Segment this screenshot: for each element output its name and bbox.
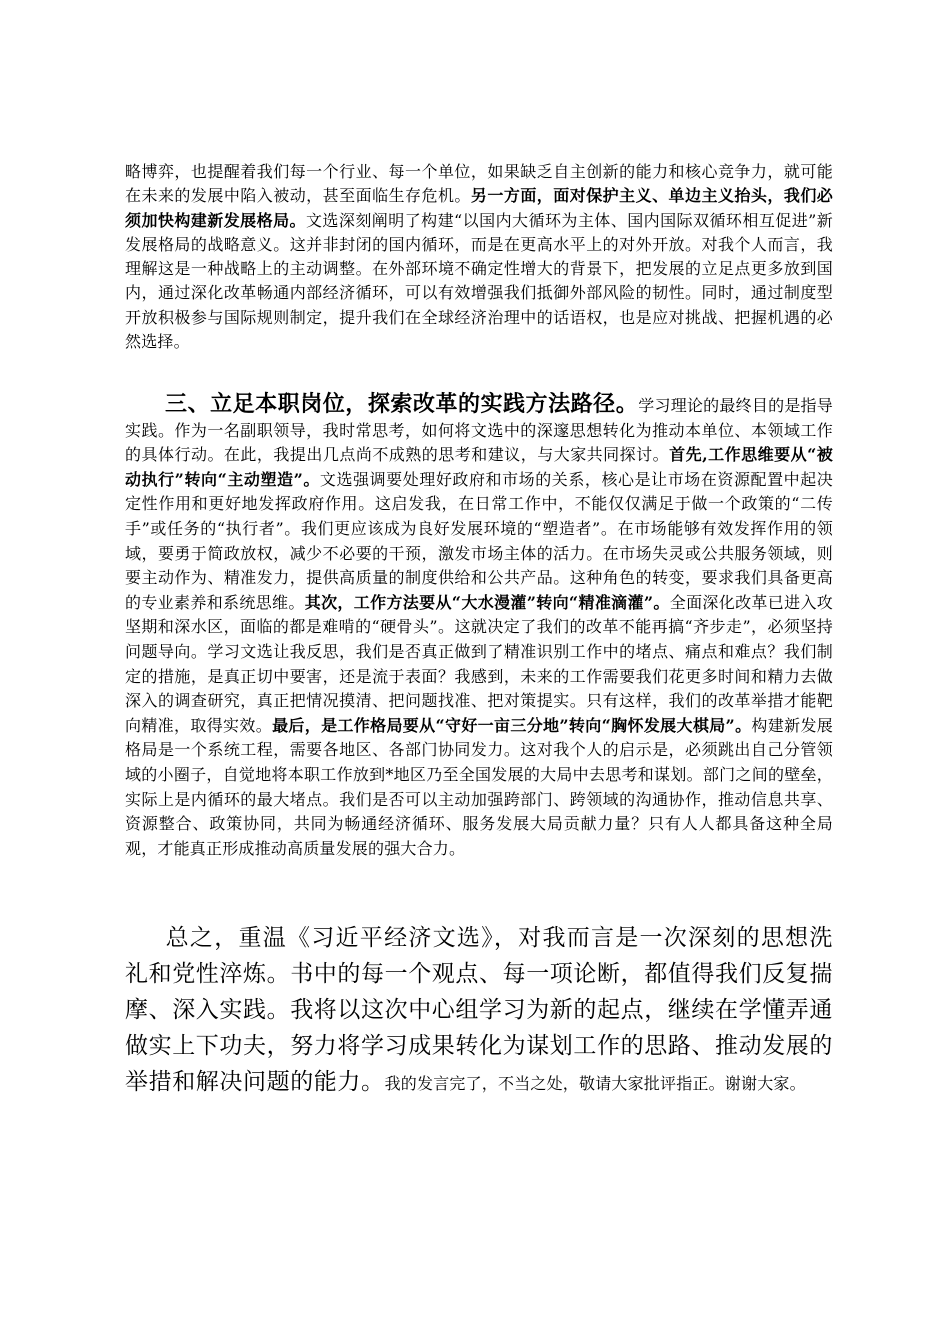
conclusion-closing-text: 我的发言完了，不当之处，敬请大家批评指正。谢谢大家。	[384, 1074, 806, 1093]
paragraph-conclusion	[125, 920, 833, 1100]
conclusion-big-text: 总之，重温《习近平经济文选》，对我而言是一次深刻的思想洗礼和党性淬炼。书中的每一个观点、每一项论断，都值得我们反复揣摩、深入实践。我将以这次中心组学习为新的起点，继续在学懂弄通做实上下功夫，努力将学习成果转化为谋划工作的思路、推动发展的举措和解决问题的能力。	[125, 925, 833, 1095]
paragraph1-bold-a: 另一方面，面对保护主义、单边主义抬头，我们必须加快构建新发展格局。	[125, 186, 834, 230]
paragraph-dual-circulation	[125, 160, 833, 354]
paragraph-section-three	[125, 392, 833, 861]
section-three-heading: 三、立足本职岗位，探索改革的实践方法路径。	[165, 391, 639, 417]
paragraph2-bold-a: 首先,工作思维要从“被动执行”转向“主动塑造”。	[125, 445, 833, 489]
paragraph1-text-a: 略博弈，也提醒着我们每一个行业、每一个单位，如果缺乏自主创新的能力和核心竞争力，就可能在未来的发展中陷入被动，甚至面临生存危机。	[125, 162, 833, 206]
paragraph1-text-b: 文选深刻阐明了构建“以国内大循环为主体、国内国际双循环相互促进”新发展格局的战略意义。这并非封闭的国内循环，而是在更高水平上的对外开放。对我个人而言，我理解这是一种战略上的主动调整。在外部环境不确定性增大的背景下，把发展的立足点更多放到国内，通过深化改革畅通内部经济循环，可以有效增强我们抵御外部风险的韧性。同时，通过制度型开放积极参与国际规则制定，提升我们在全球经济治理中的话语权，也是应对挑战、把握机遇的必然选择。	[125, 210, 834, 352]
paragraph2-text-a: 学习理论的最终目的是指导实践。作为一名副职领导，我时常思考，如何将文选中的深邃思想转化为推动本单位、本领域工作的具体行动。在此，我提出几点尚不成熟的思考和建议，与大家共同探讨。	[125, 396, 833, 465]
paragraph2-text-c: 全面深化改革已进入攻坚期和深水区，面临的都是难啃的“硬骨头”。这就决定了我们的改革不能再搞“齐步走”，必须坚持问题导向。学习文选让我反思，我们是否真正做到了精准识别工作中的堵点、痛点和难点？我们制定的措施，是真正切中要害，还是流于表面？我感到，未来的工作需要我们花更多时间和精力去做深入的调查研究，真正把情况摸清、把问题找准、把对策提实。只有这样，我们的改革举措才能靶向精准，取得实效。	[125, 592, 833, 735]
paragraph2-bold-b: 其次，工作方法要从“大水漫灌”转向“精准滴灌”。	[304, 592, 670, 612]
paragraph2-text-d: 构建新发展格局是一个系统工程，需要各地区、各部门协同发力。这对我个人的启示是，必须跳出自己分管领域的小圈子，自觉地将本职工作放到*地区乃至全国发展的大局中去思考和谋划。部门之间的壁垒，实际上是内循环的最大堵点。我们是否可以主动加强跨部门、跨领域的沟通协作，推动信息共享、资源整合、政策协同，共同为畅通经济循环、服务发展大局贡献力量？只有人人都具备这种全局观，才能真正形成推动高质量发展的强大合力。	[125, 715, 833, 858]
paragraph2-text-b: 文选强调要处理好政府和市场的关系，核心是让市场在资源配置中起决定性作用和更好地发挥政府作用。这启发我，在日常工作中，不能仅仅满足于做一个政策的“二传手”或任务的“执行者”。我们更应该成为良好发展环境的“塑造者”。在市场能够有效发挥作用的领域，要勇于简政放权，减少不必要的干预，激发市场主体的活力。在市场失灵或公共服务领域，则要主动作为、精准发力，提供高质量的制度供给和公共产品。这种角色的转变，要求我们具备更高的专业素养和系统思维。	[125, 469, 833, 612]
paragraph2-bold-c: 最后，是工作格局要从“守好一亩三分地”转向“胸怀发展大棋局”。	[272, 715, 752, 735]
